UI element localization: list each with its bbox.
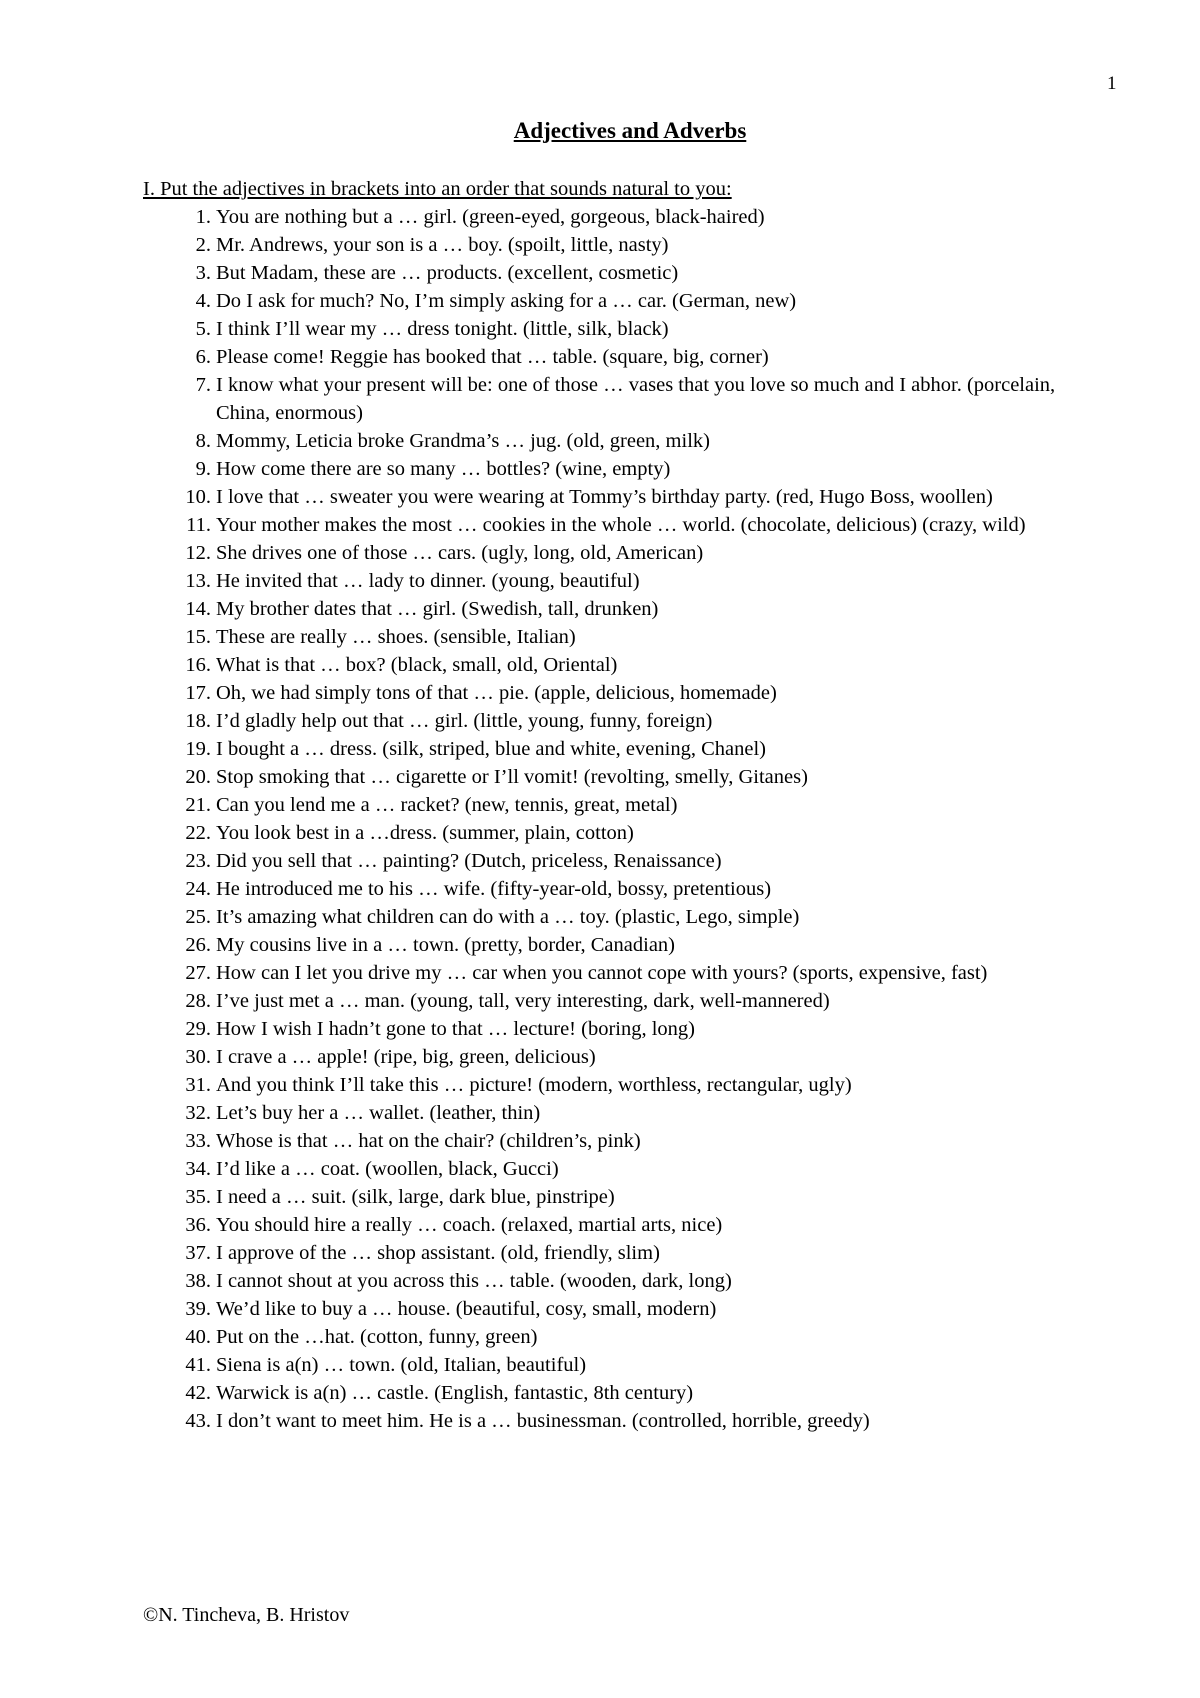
item-number: 15. xyxy=(185,626,211,648)
exercise-item xyxy=(0,1155,1200,1183)
exercise-item xyxy=(0,623,1200,651)
document-title: Adjectives and Adverbs xyxy=(513,118,747,143)
item-number: 4. xyxy=(195,290,211,312)
exercise-item xyxy=(0,427,1200,455)
item-number: 21. xyxy=(185,794,211,816)
exercise-item xyxy=(0,931,1200,959)
item-number: 6. xyxy=(195,346,211,368)
item-number: 2. xyxy=(195,234,211,256)
item-text: He invited that … lady to dinner. (young, beautiful) xyxy=(216,570,640,592)
item-text: Please come! Reggie has booked that … table. (square, big, corner) xyxy=(216,346,769,368)
item-number: 10. xyxy=(185,486,211,508)
exercise-item xyxy=(0,1295,1200,1323)
exercise-item xyxy=(0,371,1200,427)
item-text: I’ve just met a … man. (young, tall, very interesting, dark, well-mannered) xyxy=(216,990,830,1012)
exercise-item xyxy=(0,511,1200,539)
exercise-item xyxy=(0,1099,1200,1127)
item-text: Did you sell that … painting? (Dutch, priceless, Renaissance) xyxy=(216,850,722,872)
item-number: 22. xyxy=(185,822,211,844)
exercise-item xyxy=(0,651,1200,679)
item-number: 28. xyxy=(185,990,211,1012)
item-number: 13. xyxy=(185,570,211,592)
item-text: She drives one of those … cars. (ugly, long, old, American) xyxy=(216,542,704,564)
item-text: But Madam, these are … products. (excellent, cosmetic) xyxy=(216,262,679,284)
item-number: 19. xyxy=(185,738,211,760)
exercise-list xyxy=(0,203,1200,1435)
item-text: My cousins live in a … town. (pretty, border, Canadian) xyxy=(216,934,675,956)
item-number: 17. xyxy=(185,682,211,704)
item-number: 35. xyxy=(185,1186,211,1208)
exercise-item xyxy=(0,1351,1200,1379)
exercise-item xyxy=(0,455,1200,483)
item-text: How come there are so many … bottles? (wine, empty) xyxy=(216,458,671,480)
item-text: Stop smoking that … cigarette or I’ll vomit! (revolting, smelly, Gitanes) xyxy=(216,766,808,788)
item-number: 41. xyxy=(185,1354,211,1376)
exercise-item xyxy=(0,679,1200,707)
exercise-item xyxy=(0,203,1200,231)
exercise-item xyxy=(0,791,1200,819)
item-number: 16. xyxy=(185,654,211,676)
item-text: I’d like a … coat. (woollen, black, Gucci) xyxy=(216,1158,559,1180)
exercise-item xyxy=(0,1211,1200,1239)
exercise-item xyxy=(0,847,1200,875)
exercise-item xyxy=(0,595,1200,623)
item-number: 43. xyxy=(185,1410,211,1432)
exercise-item xyxy=(0,875,1200,903)
exercise-item xyxy=(0,567,1200,595)
item-number: 26. xyxy=(185,934,211,956)
item-text: I don’t want to meet him. He is a … businessman. (controlled, horrible, greedy) xyxy=(216,1410,870,1432)
item-text: Let’s buy her a … wallet. (leather, thin) xyxy=(216,1102,541,1124)
item-number: 20. xyxy=(185,766,211,788)
exercise-item xyxy=(0,1015,1200,1043)
exercise-item xyxy=(0,1183,1200,1211)
item-number: 25. xyxy=(185,906,211,928)
page-number: 1 xyxy=(1107,73,1117,94)
exercise-item xyxy=(0,539,1200,567)
item-number: 14. xyxy=(185,598,211,620)
item-text: I approve of the … shop assistant. (old, friendly, slim) xyxy=(216,1242,660,1264)
item-number: 11. xyxy=(186,514,211,536)
item-text: Put on the …hat. (cotton, funny, green) xyxy=(216,1326,538,1348)
item-text: Your mother makes the most … cookies in the whole … world. (chocolate, delicious) (crazy, wild) xyxy=(216,514,1026,536)
item-number: 8. xyxy=(195,430,211,452)
item-text: I’d gladly help out that … girl. (little, young, funny, foreign) xyxy=(216,710,713,732)
item-text: We’d like to buy a … house. (beautiful, cosy, small, modern) xyxy=(216,1298,717,1320)
item-number: 7. xyxy=(195,374,211,396)
item-text: I cannot shout at you across this … table. (wooden, dark, long) xyxy=(216,1270,732,1292)
exercise-item xyxy=(0,707,1200,735)
item-number: 18. xyxy=(185,710,211,732)
exercise-item xyxy=(0,1239,1200,1267)
exercise-item xyxy=(0,287,1200,315)
item-text: Can you lend me a … racket? (new, tennis, great, metal) xyxy=(216,794,678,816)
item-text: How I wish I hadn’t gone to that … lecture! (boring, long) xyxy=(216,1018,695,1040)
exercise-item xyxy=(0,231,1200,259)
item-text: You look best in a …dress. (summer, plain, cotton) xyxy=(216,822,634,844)
footer-copyright: ©N. Tincheva, B. Hristov xyxy=(143,1604,350,1626)
exercise-item xyxy=(0,959,1200,987)
item-number: 12. xyxy=(185,542,211,564)
item-number: 29. xyxy=(185,1018,211,1040)
item-text: I know what your present will be: one of those … vases that you love so much and I abhor. (porcelain, China, enormous) xyxy=(216,374,1056,424)
item-text: Mommy, Leticia broke Grandma’s … jug. (old, green, milk) xyxy=(216,430,710,452)
item-number: 37. xyxy=(185,1242,211,1264)
item-text: I think I’ll wear my … dress tonight. (little, silk, black) xyxy=(216,318,669,340)
item-text: Mr. Andrews, your son is a … boy. (spoilt, little, nasty) xyxy=(216,234,669,256)
item-number: 40. xyxy=(185,1326,211,1348)
item-text: It’s amazing what children can do with a … toy. (plastic, Lego, simple) xyxy=(216,906,800,928)
item-number: 31. xyxy=(185,1074,211,1096)
exercise-item xyxy=(0,987,1200,1015)
item-text: I love that … sweater you were wearing at Tommy’s birthday party. (red, Hugo Boss, woollen) xyxy=(216,486,993,508)
item-number: 38. xyxy=(185,1270,211,1292)
item-text: You are nothing but a … girl. (green-eyed, gorgeous, black-haired) xyxy=(216,206,765,228)
exercise-item xyxy=(0,315,1200,343)
exercise-item xyxy=(0,1407,1200,1435)
item-number: 42. xyxy=(185,1382,211,1404)
item-text: My brother dates that … girl. (Swedish, tall, drunken) xyxy=(216,598,659,620)
item-text: And you think I’ll take this … picture! (modern, worthless, rectangular, ugly) xyxy=(216,1074,852,1096)
item-text: I bought a … dress. (silk, striped, blue and white, evening, Chanel) xyxy=(216,738,766,760)
exercise-item xyxy=(0,1043,1200,1071)
exercise-item xyxy=(0,903,1200,931)
exercise-item xyxy=(0,1267,1200,1295)
exercise-item xyxy=(0,1379,1200,1407)
exercise-item xyxy=(0,735,1200,763)
item-text: These are really … shoes. (sensible, Italian) xyxy=(216,626,576,648)
item-number: 33. xyxy=(185,1130,211,1152)
item-number: 36. xyxy=(185,1214,211,1236)
exercise-item xyxy=(0,343,1200,371)
exercise-item xyxy=(0,763,1200,791)
item-text: Do I ask for much? No, I’m simply asking for a … car. (German, new) xyxy=(216,290,797,312)
item-text: Siena is a(n) … town. (old, Italian, beautiful) xyxy=(216,1354,587,1376)
item-text: What is that … box? (black, small, old, Oriental) xyxy=(216,654,618,676)
exercise-item xyxy=(0,1127,1200,1155)
item-text: He introduced me to his … wife. (fifty-year-old, bossy, pretentious) xyxy=(216,878,772,900)
exercise-item xyxy=(0,1323,1200,1351)
exercise-item xyxy=(0,1071,1200,1099)
item-number: 39. xyxy=(185,1298,211,1320)
exercise-item xyxy=(0,819,1200,847)
item-text: How can I let you drive my … car when you cannot cope with yours? (sports, expensive, fast) xyxy=(216,962,988,984)
item-number: 9. xyxy=(195,458,211,480)
exercise-item xyxy=(0,483,1200,511)
item-text: I need a … suit. (silk, large, dark blue, pinstripe) xyxy=(216,1186,615,1208)
item-text: Oh, we had simply tons of that … pie. (apple, delicious, homemade) xyxy=(216,682,777,704)
section-heading: I. Put the adjectives in brackets into an order that sounds natural to you: xyxy=(143,178,732,200)
item-number: 34. xyxy=(185,1158,211,1180)
item-number: 3. xyxy=(195,262,211,284)
item-number: 32. xyxy=(185,1102,211,1124)
exercise-item xyxy=(0,259,1200,287)
item-text: I crave a … apple! (ripe, big, green, delicious) xyxy=(216,1046,596,1068)
item-number: 30. xyxy=(185,1046,211,1068)
item-number: 27. xyxy=(185,962,211,984)
item-number: 24. xyxy=(185,878,211,900)
item-number: 23. xyxy=(185,850,211,872)
item-text: You should hire a really … coach. (relaxed, martial arts, nice) xyxy=(216,1214,723,1236)
item-text: Whose is that … hat on the chair? (children’s, pink) xyxy=(216,1130,641,1152)
item-number: 5. xyxy=(195,318,211,340)
item-number: 1. xyxy=(195,206,211,228)
item-text: Warwick is a(n) … castle. (English, fantastic, 8th century) xyxy=(216,1382,694,1404)
